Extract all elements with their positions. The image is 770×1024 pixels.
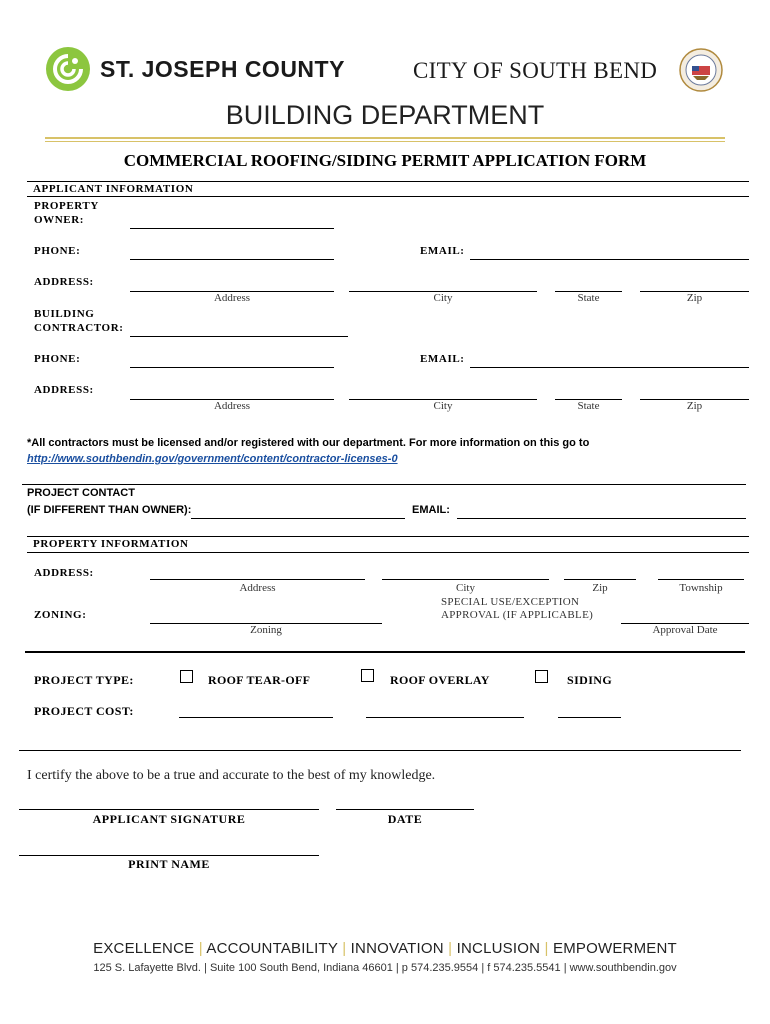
owner-email-field[interactable] — [470, 247, 749, 260]
contractor-zip-sublabel: Zip — [686, 400, 703, 412]
special-use-label-2: APPROVAL (IF APPLICABLE) — [441, 609, 594, 621]
signature-date-field[interactable] — [336, 797, 474, 810]
roof-tear-off-checkbox[interactable] — [180, 670, 193, 683]
print-name-label: PRINT NAME — [128, 857, 210, 871]
footer-values — [0, 940, 770, 957]
section-rule — [27, 181, 749, 182]
contractor-license-link[interactable]: http://www.southbendin.gov/government/content/contractor-licenses-0 — [27, 453, 398, 465]
owner-zip-sublabel: Zip — [686, 292, 703, 304]
project-type-label: PROJECT TYPE: — [34, 673, 134, 687]
form-title: COMMERCIAL ROOFING/SIDING PERMIT APPLICATION FORM — [123, 151, 647, 170]
special-use-label-1: SPECIAL USE/EXCEPTION — [441, 596, 580, 608]
section-rule — [27, 196, 749, 197]
applicant-signature-label: APPLICANT SIGNATURE — [92, 812, 246, 826]
project-cost-label: PROJECT COST: — [34, 704, 134, 718]
contractor-zip-field[interactable] — [640, 387, 749, 400]
project-contact-field[interactable] — [191, 506, 405, 519]
property-city-field[interactable] — [382, 567, 549, 580]
property-owner-label-1: PROPERTY — [34, 200, 99, 212]
property-township-field[interactable] — [658, 567, 744, 580]
roof-overlay-cost-field[interactable] — [366, 705, 524, 718]
date-label: DATE — [387, 812, 423, 826]
certify-statement: I certify the above to be a true and accurate to the best of my knowledge. — [27, 768, 436, 783]
print-name-field[interactable] — [19, 843, 319, 856]
contractor-email-label: EMAIL: — [420, 353, 465, 365]
owner-phone-label: PHONE: — [34, 245, 81, 257]
roof-overlay-checkbox[interactable] — [361, 669, 374, 682]
owner-state-field[interactable] — [555, 279, 622, 292]
owner-zip-field[interactable] — [640, 279, 749, 292]
footer-value: EMPOWERMENT — [553, 940, 677, 957]
section-rule — [19, 750, 741, 751]
section-rule-thick — [25, 651, 745, 653]
contractor-address-sublabel: Address — [213, 400, 251, 412]
roof-tear-off-cost-field[interactable] — [179, 705, 333, 718]
county-logo-icon — [45, 46, 91, 92]
section-rule — [22, 484, 746, 485]
section-rule — [27, 536, 749, 537]
roof-tear-off-label: ROOF TEAR-OFF — [208, 673, 311, 687]
property-zip-sublabel: Zip — [592, 582, 608, 594]
property-owner-label-2: OWNER: — [34, 214, 85, 226]
footer-separator: | — [342, 940, 347, 957]
contractor-phone-field[interactable] — [130, 355, 334, 368]
project-contact-email-field[interactable] — [457, 506, 746, 519]
property-owner-field[interactable] — [130, 216, 334, 229]
property-city-sublabel: City — [456, 582, 475, 594]
gold-rule-bottom — [45, 141, 725, 142]
approval-date-field[interactable] — [621, 611, 749, 624]
property-address-sublabel: Address — [239, 582, 276, 594]
roof-overlay-label: ROOF OVERLAY — [390, 673, 490, 687]
footer-address: 125 S. Lafayette Blvd. | Suite 100 South Bend, Indiana 46601 | p 574.235.9554 | f 574.235.5541 | www.southbendin.gov — [93, 962, 677, 974]
property-zip-field[interactable] — [564, 567, 636, 580]
contractor-label-1: BUILDING — [34, 308, 95, 320]
gold-rule-top — [45, 137, 725, 139]
zoning-sublabel: Zoning — [250, 624, 282, 636]
footer-value: EXCELLENCE — [93, 940, 195, 957]
department-title: BUILDING DEPARTMENT — [225, 100, 545, 130]
contractor-email-field[interactable] — [470, 355, 749, 368]
property-section-title: PROPERTY INFORMATION — [33, 538, 189, 550]
contractor-city-sublabel: City — [433, 400, 453, 412]
owner-address-sublabel: Address — [213, 292, 251, 304]
footer-value: INCLUSION — [456, 940, 541, 957]
footer-value: ACCOUNTABILITY — [206, 940, 338, 957]
property-address-field[interactable] — [150, 567, 365, 580]
contractor-city-field[interactable] — [349, 387, 537, 400]
project-contact-email-label: EMAIL: — [412, 504, 450, 516]
zoning-field[interactable] — [150, 611, 382, 624]
contractor-phone-label: PHONE: — [34, 353, 81, 365]
footer-separator: | — [544, 940, 549, 957]
owner-city-field[interactable] — [349, 279, 537, 292]
applicant-section-title: APPLICANT INFORMATION — [33, 183, 194, 195]
siding-checkbox[interactable] — [535, 670, 548, 683]
property-township-sublabel: Township — [679, 582, 723, 594]
siding-label: SIDING — [567, 673, 613, 687]
project-contact-label-2: (IF DIFFERENT THAN OWNER): — [27, 504, 192, 516]
footer-separator: | — [448, 940, 453, 957]
city-seal-icon — [679, 48, 723, 92]
applicant-signature-field[interactable] — [19, 797, 319, 810]
contractor-state-sublabel: State — [577, 400, 600, 412]
section-rule — [27, 552, 749, 553]
owner-address-field[interactable] — [130, 279, 334, 292]
owner-phone-field[interactable] — [130, 247, 334, 260]
contractor-license-notice: *All contractors must be licensed and/or registered with our department. For more information on this go to — [27, 437, 590, 449]
contractor-label-2: CONTRACTOR: — [34, 322, 124, 334]
approval-date-sublabel: Approval Date — [652, 624, 718, 636]
footer-separator: | — [198, 940, 203, 957]
contractor-state-field[interactable] — [555, 387, 622, 400]
property-address-label: ADDRESS: — [34, 567, 94, 579]
footer-value: INNOVATION — [350, 940, 444, 957]
owner-address-label: ADDRESS: — [34, 276, 94, 288]
owner-city-sublabel: City — [433, 292, 453, 304]
project-contact-label-1: PROJECT CONTACT — [27, 487, 135, 499]
county-name: ST. JOSEPH COUNTY — [100, 56, 345, 82]
zoning-label: ZONING: — [34, 609, 87, 621]
owner-state-sublabel: State — [577, 292, 600, 304]
city-name: CITY OF SOUTH BEND — [413, 58, 658, 83]
contractor-address-field[interactable] — [130, 387, 334, 400]
contractor-field[interactable] — [130, 324, 348, 337]
owner-email-label: EMAIL: — [420, 245, 465, 257]
contractor-address-label: ADDRESS: — [34, 384, 94, 396]
siding-cost-field[interactable] — [558, 705, 621, 718]
